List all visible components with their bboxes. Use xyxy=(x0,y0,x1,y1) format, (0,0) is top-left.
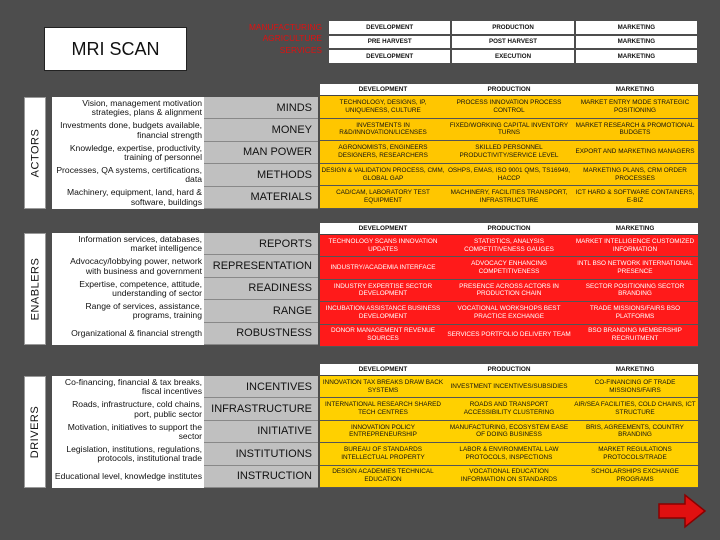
description-text: Vision, management motivation strategies, plans & alignment xyxy=(82,97,202,118)
table-cell: INTL BSO NETWORK INTERNATIONAL PRESENCE xyxy=(572,257,698,279)
sector-manufacturing: MANUFACTURING xyxy=(248,22,322,32)
table-cell: SCHOLARSHIPS EXCHANGE PROGRAMS xyxy=(572,466,698,488)
sector-services: SERVICES xyxy=(279,44,322,55)
category-readiness: READINESS xyxy=(204,278,318,300)
table-cell: SKILLED PERSONNEL PRODUCTIVITY/SERVICE LEVEL xyxy=(446,141,572,164)
table-cell: MARKETING PLANS, CRM ORDER PROCESSES xyxy=(572,164,698,187)
table-cell: DESIGN & VALIDATION PROCESS, CMM, GLOBAL GAP xyxy=(320,164,446,187)
table-cell: VOCATIONAL WORKSHOPS BEST PRACTICE EXCHANGE xyxy=(446,302,572,324)
column-header: MARKETING xyxy=(572,364,698,376)
table-cell: TECHNOLOGY, DESIGNS, IP, UNIQUENESS, CULTURE xyxy=(320,96,446,119)
category-minds: MINDS xyxy=(204,97,318,119)
phase-cell: MARKETING xyxy=(576,21,697,34)
phase-cell: POST HARVEST xyxy=(452,36,573,49)
table-cell: MARKET ENTRY MODE STRATEGIC POSITIONING xyxy=(572,96,698,119)
table-cell: INDUSTRY EXPERTISE SECTOR DEVELOPMENT xyxy=(320,280,446,302)
category-incentives: INCENTIVES xyxy=(204,376,318,398)
table-cell: INTERNATIONAL RESEARCH SHARED TECH CENTRES xyxy=(320,398,446,420)
sector-agriculture: AGRICULTURE xyxy=(262,33,322,44)
phase-header-grid xyxy=(329,21,697,63)
phase-cell: PRE HARVEST xyxy=(329,36,450,49)
table-cell: CO-FINANCING OF TRADE MISSIONS/FAIRS xyxy=(572,376,698,398)
category-methods: METHODS xyxy=(204,164,318,186)
column-header: DEVELOPMENT xyxy=(320,223,446,235)
table-cell: DONOR MANAGEMENT REVENUE SOURCES xyxy=(320,325,446,347)
table-cell: MARKET INTELLIGENCE CUSTOMIZED INFORMATION xyxy=(572,235,698,257)
description-text: Information services, databases, market intelligence xyxy=(78,233,202,254)
table-cell: SERVICES PORTFOLIO DELIVERY TEAM xyxy=(446,325,572,347)
column-header: PRODUCTION xyxy=(446,223,572,235)
description-text: Educational level, knowledge institutes xyxy=(54,471,202,482)
description-text: Organizational & financial strength xyxy=(71,328,202,339)
category-instruction: INSTRUCTION xyxy=(204,466,318,488)
table-cell: BUREAU OF STANDARDS INTELLECTUAL PROPERTY xyxy=(320,443,446,465)
phase-cell: MARKETING xyxy=(576,36,697,49)
category-materials: MATERIALS xyxy=(204,187,318,209)
phase-cell: DEVELOPMENT xyxy=(329,21,450,34)
description-text: Legislation, institutions, regulations, protocols, institutional trade xyxy=(66,444,202,464)
description-text: Knowledge, expertise, productivity, training of personnel xyxy=(69,142,202,162)
table-cell: INNOVATION POLICY ENTREPRENEURSHIP xyxy=(320,421,446,443)
table-cell: MACHINERY, FACILITIES TRANSPORT, INFRASTRUCTURE xyxy=(446,186,572,209)
arrow-right-icon[interactable] xyxy=(657,493,707,529)
table-cell: CAD/CAM, LABORATORY TEST EQUIPMENT xyxy=(320,186,446,209)
description-text: Expertise, competence, attitude, understanding of sector xyxy=(79,278,202,298)
table-cell: STATISTICS, ANALYSIS COMPETITIVENESS GAUGES xyxy=(446,235,572,257)
table-cell: ROADS AND TRANSPORT ACCESSIBILITY CLUSTERING xyxy=(446,398,572,420)
description-text: Range of services, assistance, programs, training xyxy=(85,301,202,321)
column-header: MARKETING xyxy=(572,223,698,235)
column-header: PRODUCTION xyxy=(446,84,572,96)
table-cell: BSO BRANDING MEMBERSHIP RECRUITMENT xyxy=(572,325,698,347)
table-cell: INDUSTRY/ACADEMIA INTERFACE xyxy=(320,257,446,279)
drivers-table xyxy=(320,364,698,488)
phase-cell: PRODUCTION xyxy=(452,21,573,34)
description-text: Co-financing, financial & tax breaks, fiscal incentives xyxy=(64,376,202,397)
enablers-table xyxy=(320,223,698,347)
table-cell: PROCESS INNOVATION PROCESS CONTROL xyxy=(446,96,572,119)
drivers-categories xyxy=(204,376,318,488)
category-infrastructure: INFRASTRUCTURE xyxy=(204,398,318,420)
category-institutions: INSTITUTIONS xyxy=(204,443,318,465)
description-text: Roads, infrastructure, cold chains, port, public sector xyxy=(72,399,202,419)
table-cell: TECHNOLOGY SCANS INNOVATION UPDATES xyxy=(320,235,446,257)
table-cell: EXPORT AND MARKETING MANAGERS xyxy=(572,141,698,164)
actors-label: ACTORS xyxy=(24,97,46,209)
category-range: RANGE xyxy=(204,300,318,322)
table-cell: AGRONOMISTS, ENGINEERS DESIGNERS, RESEARCHERS xyxy=(320,141,446,164)
table-cell: SECTOR POSITIONING SECTOR BRANDING xyxy=(572,280,698,302)
column-header: PRODUCTION xyxy=(446,364,572,376)
actors-table xyxy=(320,84,698,209)
table-cell: DESIGN ACADEMIES TECHNICAL EDUCATION xyxy=(320,466,446,488)
category-man-power: MAN POWER xyxy=(204,142,318,164)
table-cell: FIXED/WORKING CAPITAL INVENTORY TURNS xyxy=(446,119,572,142)
table-cell: VOCATIONAL EDUCATION INFORMATION ON STANDARDS xyxy=(446,466,572,488)
table-cell: INVESTMENT INCENTIVES/SUBSIDIES xyxy=(446,376,572,398)
description-text: Machinery, equipment, land, hard & software, buildings xyxy=(66,187,202,207)
category-initiative: INITIATIVE xyxy=(204,421,318,443)
table-cell: AIR/SEA FACILITIES, COLD CHAINS, ICT STRUCTURE xyxy=(572,398,698,420)
category-robustness: ROBUSTNESS xyxy=(204,323,318,345)
table-cell: INNOVATION TAX BREAKS DRAW BACK SYSTEMS xyxy=(320,376,446,398)
table-cell: TRADE MISSIONS/FAIRS BSO PLATFORMS xyxy=(572,302,698,324)
table-cell: MARKET REGULATIONS PROTOCOLS/TRADE xyxy=(572,443,698,465)
drivers-label: DRIVERS xyxy=(24,376,46,488)
column-header: MARKETING xyxy=(572,84,698,96)
table-cell: LABOR & ENVIRONMENTAL LAW PROTOCOLS, INSPECTIONS xyxy=(446,443,572,465)
description-text: Motivation, initiatives to support the sector xyxy=(67,421,202,441)
table-cell: INVESTMENTS IN R&D/INNOVATION/LICENSES xyxy=(320,119,446,142)
enablers-descriptions xyxy=(52,233,204,345)
page-title: MRI SCAN xyxy=(44,27,187,71)
actors-categories xyxy=(204,97,318,209)
table-cell: INCUBATION ASSISTANCE BUSINESS DEVELOPMENT xyxy=(320,302,446,324)
table-cell: ADVOCACY ENHANCING COMPETITIVENESS xyxy=(446,257,572,279)
description-text: Investments done, budgets available, financial strength xyxy=(60,120,202,140)
sector-list xyxy=(238,22,322,56)
drivers-descriptions xyxy=(52,376,204,488)
column-header: DEVELOPMENT xyxy=(320,84,446,96)
category-money: MONEY xyxy=(204,119,318,141)
phase-cell: EXECUTION xyxy=(452,50,573,63)
actors-descriptions xyxy=(52,97,204,209)
table-cell: MANUFACTURING, ECOSYSTEM EASE OF DOING BUSINESS xyxy=(446,421,572,443)
phase-cell: DEVELOPMENT xyxy=(329,50,450,63)
column-header: DEVELOPMENT xyxy=(320,364,446,376)
table-cell: ICT HARD & SOFTWARE CONTAINERS, E-BIZ xyxy=(572,186,698,209)
enablers-categories xyxy=(204,233,318,345)
category-representation: REPRESENTATION xyxy=(204,255,318,277)
table-cell: BRIS, AGREEMENTS, COUNTRY BRANDING xyxy=(572,421,698,443)
description-text: Advocacy/lobbying power, network with business and government xyxy=(70,256,202,276)
phase-cell: MARKETING xyxy=(576,50,697,63)
table-cell: MARKET RESEARCH & PROMOTIONAL BUDGETS xyxy=(572,119,698,142)
description-text: Processes, QA systems, certifications, data xyxy=(56,165,202,185)
enablers-label: ENABLERS xyxy=(24,233,46,345)
category-reports: REPORTS xyxy=(204,233,318,255)
table-cell: OSHPS, EMAS, ISO 9001 QMS, TS16949, HACCP xyxy=(446,164,572,187)
table-cell: PRESENCE ACROSS ACTORS IN PRODUCTION CHAIN xyxy=(446,280,572,302)
